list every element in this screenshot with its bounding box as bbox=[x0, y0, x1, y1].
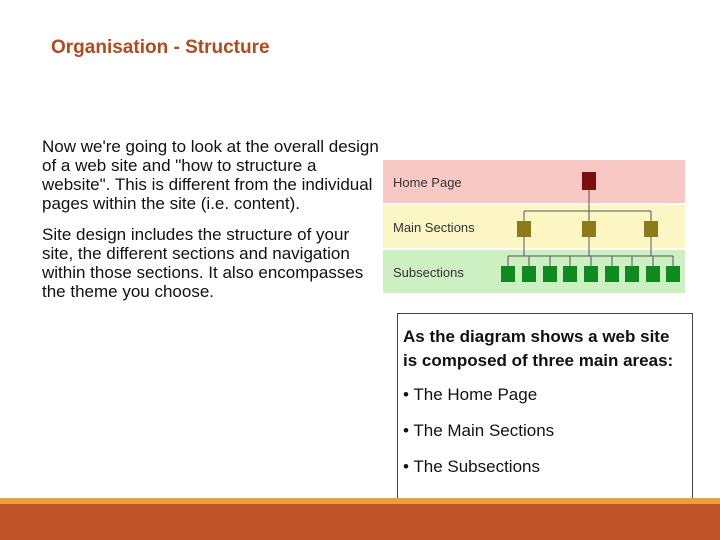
subsection-node bbox=[543, 266, 557, 282]
callout-box bbox=[397, 313, 693, 505]
main-section-node bbox=[517, 221, 531, 237]
subsection-node bbox=[646, 266, 660, 282]
subsection-node bbox=[563, 266, 577, 282]
home-page-node bbox=[582, 172, 596, 190]
home-page-label: Home Page bbox=[393, 175, 462, 190]
subsections-label: Subsections bbox=[393, 265, 464, 280]
main-sections-label: Main Sections bbox=[393, 220, 475, 235]
paragraph-intro: Now we're going to look at the overall design of a web site and "how to structure a website". This is different from the individual pages within the site (i.e. content). bbox=[42, 137, 379, 213]
subsection-node bbox=[605, 266, 619, 282]
slide-title: Organisation - Structure bbox=[51, 37, 270, 58]
footer-bar bbox=[0, 504, 720, 540]
subsection-node bbox=[501, 266, 515, 282]
main-section-node bbox=[582, 221, 596, 237]
callout-lead: As the diagram shows a web site is composed of three main areas: bbox=[403, 327, 674, 370]
body-text bbox=[42, 137, 382, 313]
subsection-node bbox=[584, 266, 598, 282]
subsection-node bbox=[625, 266, 639, 282]
paragraph-site-design: Site design includes the structure of your site, the different sections and navigation within those sections. It also encompasses the theme you choose. bbox=[42, 225, 364, 301]
main-section-node bbox=[644, 221, 658, 237]
subsection-node bbox=[522, 266, 536, 282]
bullet-main-sections: • The Main Sections bbox=[403, 421, 555, 440]
bullet-home-page: • The Home Page bbox=[403, 385, 538, 404]
site-structure-diagram bbox=[383, 160, 685, 293]
subsection-node bbox=[666, 266, 680, 282]
bullet-subsections: • The Subsections bbox=[403, 457, 540, 476]
